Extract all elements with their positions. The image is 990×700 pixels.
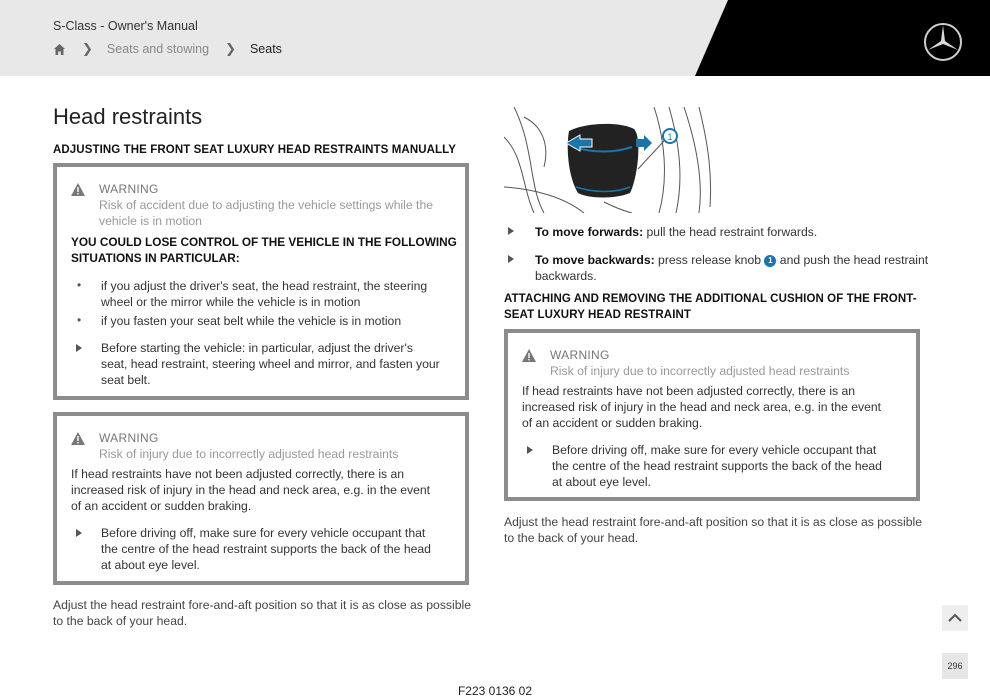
action-text: at about eye level.: [552, 475, 651, 489]
warning-caps-line: SITUATIONS IN PARTICULAR:: [71, 251, 240, 265]
warning-title: WARNING: [99, 182, 159, 196]
paragraph-line: Adjust the head restraint fore-and-aft position so that it is as close as possible: [53, 598, 471, 612]
action-text: Before driving off, make sure for every vehicle occupant that: [552, 443, 877, 457]
action-arrow-icon: [527, 446, 533, 454]
warning-body-line: If head restraints have not been adjusted correctly, there is an: [522, 384, 856, 398]
action-text: Before starting the vehicle: in particular, adjust the driver's: [101, 341, 413, 355]
warning-subtitle-line: vehicle is in motion: [99, 214, 202, 228]
section-heading-adjusting: ADJUSTING THE FRONT SEAT LUXURY HEAD RESTRAINTS MANUALLY: [53, 144, 457, 156]
warning-body-line: of an accident or sudden braking.: [522, 416, 703, 430]
warning-body-line: increased risk of injury in the head and neck area, e.g. in the event: [71, 483, 431, 497]
step-text: pull the head restraint forwards.: [643, 225, 818, 239]
action-text: seat, head restraint, steering wheel and mirror, and fasten your: [101, 357, 440, 371]
paragraph-line: to the back of your head.: [504, 531, 639, 545]
breadcrumb: [53, 41, 282, 57]
action-arrow-icon: [508, 255, 514, 263]
action-text: the centre of the head restraint supports the back of the head: [552, 459, 882, 473]
page-title: Head restraints: [53, 104, 203, 129]
action-text: Before driving off, make sure for every vehicle occupant that: [101, 526, 426, 540]
step-text-continued: backwards.: [535, 269, 597, 283]
bullet-dot: •: [77, 278, 82, 292]
warning-box-accident: [53, 163, 469, 400]
action-text: the centre of the head restraint supports the back of the head: [101, 542, 431, 556]
warning-body-line: increased risk of injury in the head and neck area, e.g. in the event: [522, 400, 882, 414]
warning-triangle-icon: [71, 183, 85, 196]
step-text: press release knob: [654, 253, 765, 267]
section-heading-cushion: SEAT LUXURY HEAD RESTRAINT: [504, 309, 692, 321]
chevron-up-icon: [942, 605, 968, 631]
warning-subtitle: Risk of injury due to incorrectly adjusted head restraints: [550, 364, 850, 378]
action-text: seat belt.: [101, 373, 151, 387]
breadcrumb-seats[interactable]: Seats: [249, 42, 282, 56]
warning-title: WARNING: [550, 348, 610, 362]
scroll-to-top-button[interactable]: [942, 605, 968, 631]
warning-triangle-icon: [522, 349, 536, 362]
step-label: To move forwards:: [535, 225, 644, 239]
step-move-backwards: [535, 252, 928, 268]
chevron-right-icon: ❯: [225, 41, 236, 56]
release-knob-marker-icon: 1: [764, 255, 776, 267]
paragraph-line: Adjust the head restraint fore-and-aft position so that it is as close as possible: [504, 515, 922, 529]
step-label: To move backwards:: [535, 253, 655, 267]
app-title: S-Class - Owner's Manual: [53, 19, 198, 33]
action-arrow-icon: [76, 344, 82, 352]
action-arrow-icon: [508, 227, 514, 235]
section-heading-cushion: ATTACHING AND REMOVING THE ADDITIONAL CUSHION OF THE FRONT-: [504, 293, 917, 305]
step-move-forwards: [535, 224, 817, 240]
figure-code: F223 0136 02: [457, 684, 533, 698]
warning-subtitle: Risk of injury due to incorrectly adjusted head restraints: [99, 447, 399, 461]
action-arrow-icon: [76, 529, 82, 537]
warning-box-injury: [53, 412, 469, 585]
warning-caps-line: YOU COULD LOSE CONTROL OF THE VEHICLE IN THE FOLLOWING: [71, 235, 457, 249]
home-icon[interactable]: [53, 43, 66, 56]
warning-triangle-icon: [71, 432, 85, 445]
paragraph-line: to the back of your head.: [53, 614, 188, 628]
warning-box-injury-cushion: [504, 329, 920, 501]
warning-subtitle-line: Risk of accident due to adjusting the vehicle settings while the: [99, 198, 433, 212]
warning-title: WARNING: [99, 431, 159, 445]
bullet-dot: •: [77, 313, 82, 327]
step-text: and push the head restraint: [776, 253, 929, 267]
chevron-right-icon: ❯: [82, 41, 93, 56]
bullet-text: wheel or the mirror while the vehicle is in motion: [101, 295, 361, 309]
breadcrumb-seats-and-stowing[interactable]: Seats and stowing: [106, 42, 210, 56]
page-number[interactable]: 296: [942, 653, 968, 679]
warning-body-line: If head restraints have not been adjusted correctly, there is an: [71, 467, 405, 481]
mercedes-star-logo-icon[interactable]: [923, 22, 963, 62]
callout-number: 1: [667, 132, 673, 142]
bullet-text: if you adjust the driver's seat, the head restraint, the steering: [101, 279, 428, 293]
head-restraint-illustration: [504, 107, 712, 213]
warning-body-line: of an accident or sudden braking.: [71, 499, 252, 513]
bullet-text: if you fasten your seat belt while the vehicle is in motion: [101, 314, 402, 328]
action-text: at about eye level.: [101, 558, 200, 572]
